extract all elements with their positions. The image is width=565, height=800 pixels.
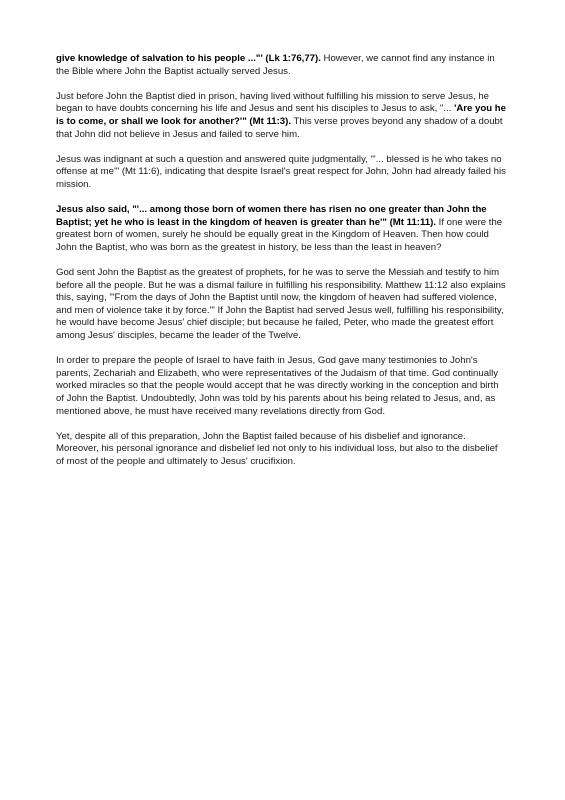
paragraph-text: Jesus was indignant at such a question and answered quite judgmentally, "'... blessed is he who takes no offense at me'" (Mt 11:6), indicating that despite Israel's great respect for John, John had already failed his mission. [56,153,506,190]
paragraph-text: However, we cannot find any instance in the Bible where John the Baptist actually served Jesus. [56,53,495,77]
paragraph-1 [56,53,508,78]
paragraph-6 [56,355,508,418]
paragraph-text: In order to prepare the people of Israel to have faith in Jesus, God gave many testimonies to John's parents, Zechariah and Elizabeth, who were representatives of the Judaism of that time. God continually worked miracles so that the people would accept that he was directly working in the conception and birth of John the Baptist. Undoubtedly, John was told by his parents about his being related to Jesus, and, as mentioned above, he must have received many revelations directly from God. [56,355,499,417]
scripture-quote: give knowledge of salvation to his people ..."' (Lk 1:76,77). [56,53,321,64]
scripture-quote: 'Are you he is to come, or shall we look for another?'" (Mt 11:3). [56,103,506,127]
paragraph-text: Just before John the Baptist died in prison, having lived without fulfilling his mission to serve Jesus, he began to have doubts concerning his life and Jesus and sent his disciples to Jesus to ask, "... [56,90,490,115]
paragraph-5 [56,267,508,343]
paragraph-text: This verse proves beyond any shadow of a doubt that John did not believe in Jesus and failed to serve him. [56,115,503,140]
paragraph-2 [56,91,508,141]
paragraph-3 [56,154,508,192]
scripture-quote: Jesus also said, "'... among those born of women there has risen no one greater than John the Baptist; yet he who is least in the kingdom of heaven is greater than he'" (Mt 11:11). [56,204,487,228]
paragraph-7 [56,431,508,469]
paragraph-text: Yet, despite all of this preparation, John the Baptist failed because of his disbelief and ignorance. Moreover, his personal ignorance and disbelief led not only to his individual loss, but also to the disbelief of most of the people and ultimately to Jesus' crucifixion. [56,430,498,467]
paragraph-text: God sent John the Baptist as the greatest of prophets, for he was to serve the Messiah and testify to him before all the people. But he was a dismal failure in fulfilling his responsibility. Matthew 11:12 also explains this, saying, "'From the days of John the Baptist until now, the kingdom of heaven had suffered violence, and men of violence take it by force.'" If John the Baptist had served Jesus well, fulfilling his responsibility, he would have become Jesus' chief disciple; but because he failed, Peter, who made the greatest effort among Jesus' disciples, became the leader of the Twelve. [56,267,506,342]
document-body [56,53,508,481]
paragraph-4 [56,204,508,254]
paragraph-text: If one were the greatest born of women, surely he should be equally great in the Kingdom of Heaven. Then how could John the Baptist, who was born as the greatest in history, be less than the least in heaven? [56,216,503,253]
